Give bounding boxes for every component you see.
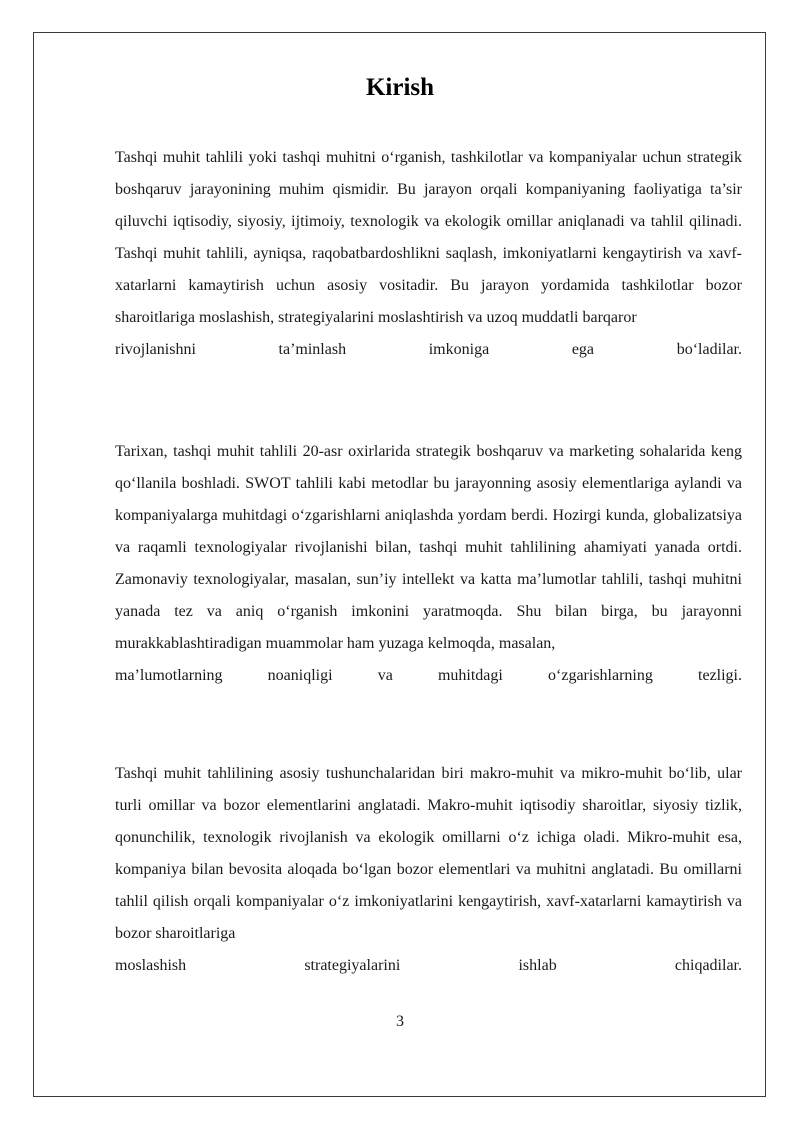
paragraph-1-body: Tashqi muhit tahlili yoki tashqi muhitni o‘rganish, tashkilotlar va kompaniyalar uchun strategik boshqaruv jarayonining muhim qismidir. Bu jarayon orqali kompaniyaning faoliyatiga ta’sir qiluvchi iqtisodiy, siyosiy, ijtimoiy, texnologik va ekologik omillar aniqlanadi va tahlil qilinadi. Tashqi muhit tahlili, ayniqsa, raqobatbardoshlikni saqlash, imkoniyatlarni kengaytirish va xavf-xatarlarni kamaytirish uchun asosiy vositadir. Bu jarayon yordamida tashkilotlar bozor sharoitlariga moslashish, strategiyalarini moslashtirish va uzoq muddatli barqaror [115, 149, 742, 326]
paragraph-3 [115, 758, 742, 982]
paragraph-3-last-line: moslashish strategiyalarini ishlab chiqadilar. [115, 957, 742, 974]
paragraph-1-last-line: rivojlanishni ta’minlash imkoniga ega bo‘ladilar. [115, 341, 742, 358]
paragraph-2-last-line: ma’lumotlarning noaniqligi va muhitdagi o‘zgarishlarning tezligi. [115, 667, 742, 684]
page-number: 3 [396, 1013, 404, 1030]
paragraph-3-body: Tashqi muhit tahlilining asosiy tushunchalaridan biri makro-muhit va mikro-muhit bo‘lib, ular turli omillar va bozor elementlarini anglatadi. Makro-muhit iqtisodiy sharoitlar, siyosiy tizlik, qonunchilik, texnologik rivojlanish va ekologik omillarni o‘z ichiga oladi. Mikro-muhit esa, kompaniya bilan bevosita aloqada bo‘lgan bozor elementlari va muhitni anglatadi. Bu omillarni tahlil qilish orqali kompaniyalar o‘z imkoniyatlarini kengaytirish, xavf-xatarlarni kamaytirish va bozor sharoitlariga [115, 765, 742, 942]
paragraph-1 [115, 142, 742, 366]
page-title: Kirish [365, 74, 435, 101]
paragraph-2 [115, 436, 742, 692]
paragraph-2-body: Tarixan, tashqi muhit tahlili 20-asr oxirlarida strategik boshqaruv va marketing sohalarida keng qo‘llanila boshladi. SWOT tahlili kabi metodlar bu jarayonning asosiy elementlariga aylandi va kompaniyalarga muhitdagi o‘zgarishlarni aniqlashda yordam berdi. Hozirgi kunda, globalizatsiya va raqamli texnologiyalar rivojlanishi bilan, tashqi muhit tahlilining ahamiyati yanada ortdi. Zamonaviy texnologiyalar, masalan, sun’iy intellekt va katta ma’lumotlar tahlili, tashqi muhitni yanada tez va aniq o‘rganish imkonini yaratmoqda. Shu bilan birga, bu jarayonni murakkablashtiradigan muammolar ham yuzaga kelmoqda, masalan, [115, 443, 742, 652]
